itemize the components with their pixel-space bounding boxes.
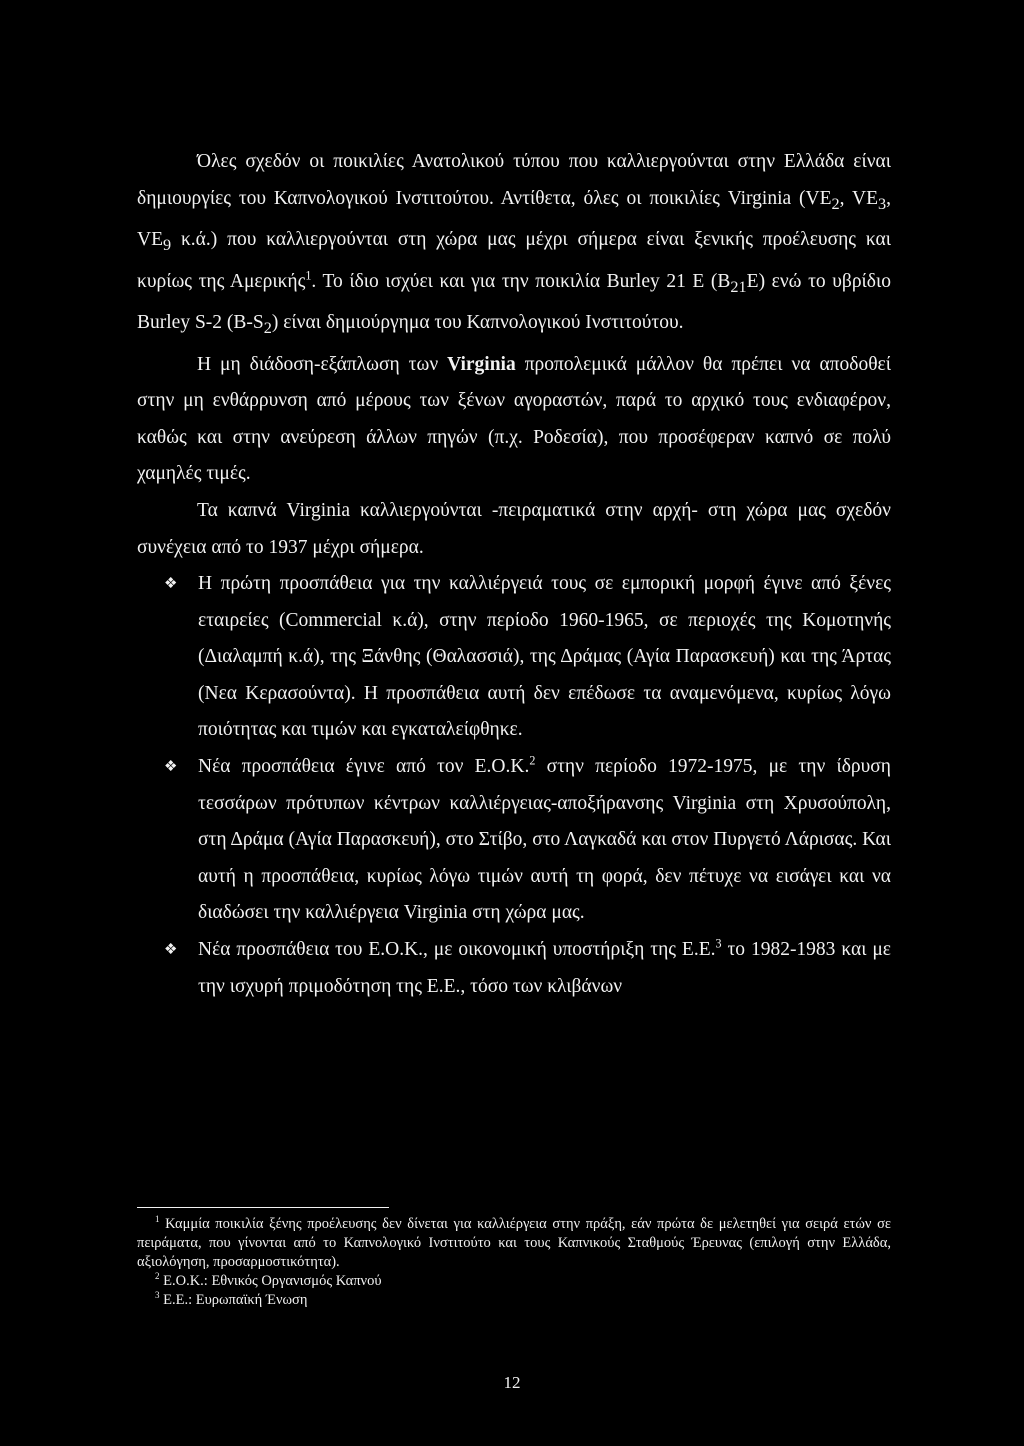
paragraph: Η μη διάδοση-εξάπλωση των Virginia προπολεμικά μάλλον θα πρέπει να αποδοθεί στην μη ενθάρρυνση από μέρους των ξένων αγοραστών, παρά το αρχικό τους ενδιαφέρον, καθώς και στην ανεύρεση άλλων πηγών (π.χ. Ροδεσία), που προσέφεραν καπνό σε πολύ χαμηλές τιμές. (137, 353, 891, 485)
bold-term: Virginia (447, 353, 516, 375)
paragraph: Τα καπνά Virginia καλλιεργούνται -πειραματικά στην αρχή- στη χώρα μας σχεδόν συνέχεια από το 1937 μέχρι σήμερα. (137, 499, 891, 558)
paragraph: Όλες σχεδόν οι ποικιλίες Ανατολικού τύπου που καλλιεργούνται στην Ελλάδα είναι δημιουργίες του Καπνολογικού Ινστιτούτου. Αντίθετα, όλες οι ποικιλίες Virginia ($VE_2$, $VE_3$, $VE_9$ κ.ά.) που καλλιεργούνται στη χώρα μας μέχρι σήμερα είναι ξενικής προέλευσης και κυρίως της Αμερικής$^1$. Το ίδιο ισχύει και για την ποικιλία Burley 21 E $(B_{21}E)$ ενώ το υβρίδιο Burley S-2 $(B-S_2)$ είναι δημιούργημα του Καπνολογικού Ινστιτούτου. (137, 151, 891, 337)
footnote: $^2$ Ε.Ο.Κ.: Εθνικός Οργανισμός Καπνού (155, 1271, 382, 1289)
footnote-divider (137, 1207, 389, 1208)
footnotes (137, 1207, 891, 1310)
page-number: 12 (503, 1373, 521, 1392)
footnote-ref: 2 (529, 753, 536, 768)
diamond-bullet-icon: ❖ (164, 759, 178, 776)
footnote-ref: 1 (305, 268, 312, 283)
list-item: ❖ Νέα προσπάθεια έγινε από τον Ε.Ο.Κ.$^2$ στην περίοδο 1972-1975, με την ίδρυση τεσσάρων πρότυπων κέντρων καλλιέργειας-αποξήρανσης Virginia στη Χρυσούπολη, στη Δράμα (Αγία Παρασκευή), στο Στίβο, στο Λαγκαδά και στον Πυργετό Λάρισας. Και αυτή η προσπάθεια, κυρίως λόγω τιμών αυτή τη φορά, δεν πέτυχε να εισάγει και να διαδώσει την καλλιέργεια Virginia στη χώρα μας. (198, 749, 891, 932)
list-item: ❖ Η πρώτη προσπάθεια για την καλλιέργειά τους σε εμπορική μορφή έγινε από ξένες εταιρείες (Commercial κ.ά), στην περίοδο 1960-1965, σε περιοχές της Κομοτηνής (Διαλαμπή κ.ά), της Ξάνθης (Θαλασσιά), της Δράμας (Αγία Παρασκευή) και της Άρτας (Νεα Κερασούντα). Η προσπάθεια αυτή δεν επέδωσε τα αναμενόμενα, κυρίως λόγω ποιότητας και τιμών και εγκαταλείφθηκε. (198, 566, 891, 749)
footnote: $^1$ Καμμία ποικιλία ξένης προέλευσης δεν δίνεται για καλλιέργεια στην πράξη, εάν πρώτα δε μελετηθεί για σειρά ετών σε πειράματα, που γίνονται από το Καπνολογικό Ινστιτούτο και τους Καπνικούς Σταθμούς Έρευνας (επιλογή στην Ελλάδα, αξιολόγηση, προσαρμοστικότητα). (137, 1214, 891, 1270)
list-item: ❖ Νέα προσπάθεια του Ε.Ο.Κ., με οικονομική υποστήριξη της Ε.Ε.$^3$ το 1982-1983 και με την ισχυρή πριμοδότηση της Ε.Ε., τόσο των κλιβάνων (198, 932, 891, 1005)
footnote: $^3$ Ε.Ε.: Ευρωπαϊκή Ένωση (155, 1290, 308, 1308)
diamond-bullet-icon: ❖ (164, 942, 178, 959)
footnote-ref: 3 (715, 936, 722, 951)
diamond-bullet-icon: ❖ (164, 576, 178, 593)
body-text (137, 144, 891, 1005)
bullet-list (137, 566, 891, 1005)
